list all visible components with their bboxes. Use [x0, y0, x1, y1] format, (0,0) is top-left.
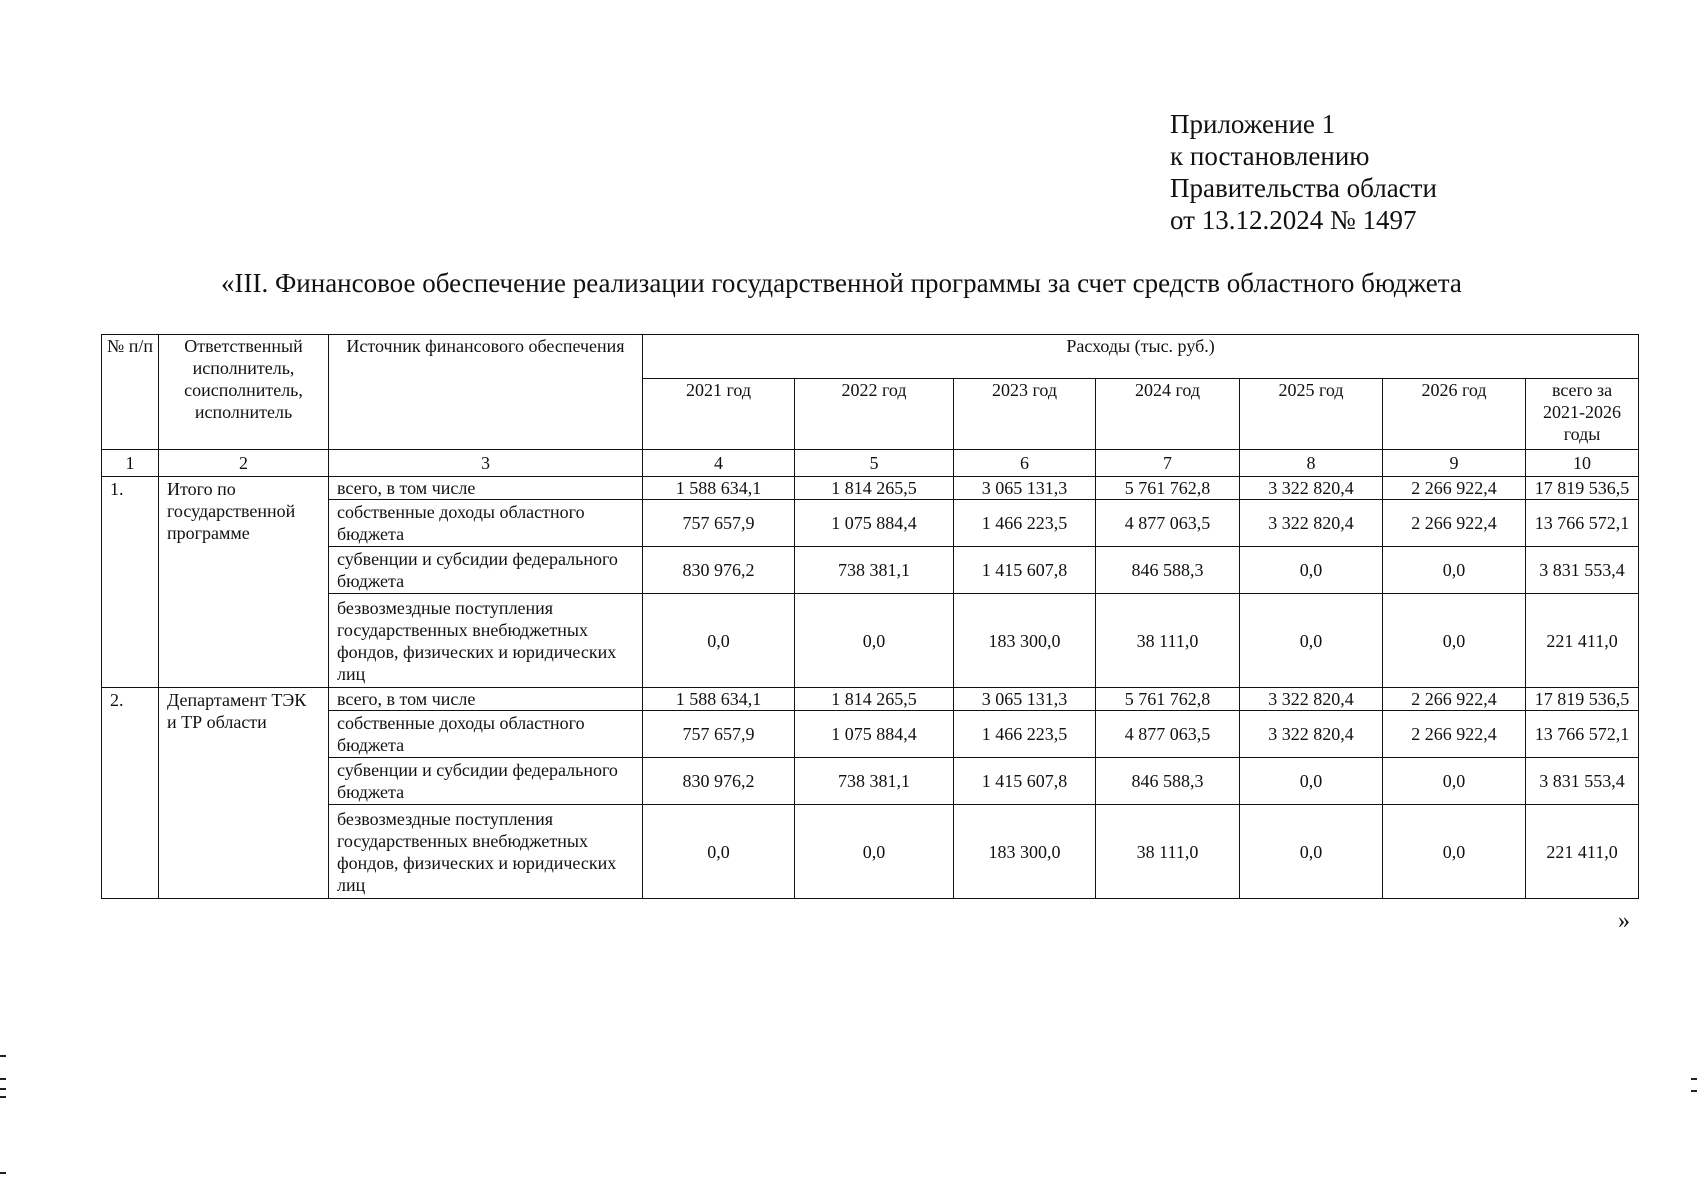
- margin-mark: [0, 1172, 6, 1174]
- value-cell: 2 266 922,4: [1383, 477, 1526, 500]
- value-cell: 846 588,3: [1096, 758, 1240, 805]
- value-cell: 2 266 922,4: [1383, 500, 1526, 547]
- value-cell: 2 266 922,4: [1383, 688, 1526, 711]
- value-cell: 0,0: [795, 594, 954, 688]
- closing-quote: »: [1618, 908, 1630, 934]
- column-number: 3: [329, 450, 643, 477]
- margin-mark: [1691, 1090, 1697, 1092]
- header-expenses: Расходы (тыс. руб.): [643, 335, 1639, 379]
- column-number: 10: [1526, 450, 1639, 477]
- table-row: [102, 500, 1639, 547]
- source-cell: безвозмездные поступления государственных внебюджетных фондов, физических и юридических лиц: [329, 805, 643, 899]
- table-row: [102, 688, 1639, 711]
- value-cell: 846 588,3: [1096, 547, 1240, 594]
- column-number: 9: [1383, 450, 1526, 477]
- value-cell: 830 976,2: [643, 758, 795, 805]
- source-cell: собственные доходы областного бюджета: [329, 711, 643, 758]
- row-number: 2.: [102, 688, 159, 899]
- header-year: 2026 год: [1383, 379, 1526, 450]
- value-cell: 4 877 063,5: [1096, 500, 1240, 547]
- value-cell: 3 831 553,4: [1526, 758, 1639, 805]
- value-cell: 830 976,2: [643, 547, 795, 594]
- source-cell: субвенции и субсидии федерального бюджета: [329, 758, 643, 805]
- source-cell: собственные доходы областного бюджета: [329, 500, 643, 547]
- table-row: [102, 758, 1639, 805]
- value-cell: 0,0: [795, 805, 954, 899]
- section-title: «III. Финансовое обеспечение реализации государственной программы за счет средств областного бюджета: [221, 268, 1462, 298]
- value-cell: 13 766 572,1: [1526, 500, 1639, 547]
- value-cell: 0,0: [1240, 805, 1383, 899]
- column-number: 4: [643, 450, 795, 477]
- value-cell: 221 411,0: [1526, 805, 1639, 899]
- value-cell: 738 381,1: [795, 547, 954, 594]
- header-year: 2023 год: [954, 379, 1096, 450]
- row-number: 1.: [102, 477, 159, 688]
- column-number: 5: [795, 450, 954, 477]
- column-numbers-row: [102, 450, 1639, 477]
- financing-table: [101, 334, 1639, 899]
- appendix-block: [1170, 108, 1437, 236]
- value-cell: 0,0: [1240, 547, 1383, 594]
- header-year: 2024 год: [1096, 379, 1240, 450]
- value-cell: 1 588 634,1: [643, 688, 795, 711]
- value-cell: 38 111,0: [1096, 594, 1240, 688]
- column-number: 1: [102, 450, 159, 477]
- source-cell: всего, в том числе: [329, 477, 643, 500]
- value-cell: 1 075 884,4: [795, 711, 954, 758]
- source-cell: субвенции и субсидии федерального бюджета: [329, 547, 643, 594]
- value-cell: 0,0: [643, 805, 795, 899]
- value-cell: 13 766 572,1: [1526, 711, 1639, 758]
- appendix-line-2: к постановлению: [1170, 141, 1370, 171]
- value-cell: 3 322 820,4: [1240, 477, 1383, 500]
- column-number: 8: [1240, 450, 1383, 477]
- value-cell: 3 065 131,3: [954, 688, 1096, 711]
- value-cell: 757 657,9: [643, 711, 795, 758]
- value-cell: 3 322 820,4: [1240, 688, 1383, 711]
- value-cell: 17 819 536,5: [1526, 688, 1639, 711]
- value-cell: 0,0: [1383, 805, 1526, 899]
- value-cell: 0,0: [1383, 594, 1526, 688]
- margin-mark: [0, 1088, 6, 1090]
- column-number: 6: [954, 450, 1096, 477]
- value-cell: 2 266 922,4: [1383, 711, 1526, 758]
- header-year: всего за 2021-2026 годы: [1526, 379, 1639, 450]
- value-cell: 0,0: [1240, 758, 1383, 805]
- value-cell: 0,0: [643, 594, 795, 688]
- header-executor: Ответственный исполнитель, соисполнитель, исполнитель: [159, 335, 329, 450]
- value-cell: 1 075 884,4: [795, 500, 954, 547]
- value-cell: 1 466 223,5: [954, 500, 1096, 547]
- margin-mark: [0, 1055, 6, 1057]
- value-cell: 3 065 131,3: [954, 477, 1096, 500]
- table-row: [102, 594, 1639, 688]
- table-row: [102, 711, 1639, 758]
- appendix-line-1: Приложение 1: [1170, 109, 1336, 139]
- source-cell: всего, в том числе: [329, 688, 643, 711]
- table-row: [102, 477, 1639, 500]
- column-number: 2: [159, 450, 329, 477]
- header-row-1: [102, 335, 1639, 379]
- value-cell: 3 831 553,4: [1526, 547, 1639, 594]
- margin-mark: [0, 1096, 6, 1098]
- header-year: 2025 год: [1240, 379, 1383, 450]
- appendix-line-3: Правительства области: [1170, 173, 1437, 203]
- value-cell: 17 819 536,5: [1526, 477, 1639, 500]
- value-cell: 1 415 607,8: [954, 758, 1096, 805]
- value-cell: 738 381,1: [795, 758, 954, 805]
- header-source: Источник финансового обеспечения: [329, 335, 643, 450]
- value-cell: 221 411,0: [1526, 594, 1639, 688]
- value-cell: 757 657,9: [643, 500, 795, 547]
- value-cell: 1 466 223,5: [954, 711, 1096, 758]
- value-cell: 0,0: [1240, 594, 1383, 688]
- appendix-line-4: от 13.12.2024 № 1497: [1170, 205, 1417, 235]
- table-row: [102, 547, 1639, 594]
- value-cell: 4 877 063,5: [1096, 711, 1240, 758]
- value-cell: 0,0: [1383, 758, 1526, 805]
- value-cell: 5 761 762,8: [1096, 477, 1240, 500]
- column-number: 7: [1096, 450, 1240, 477]
- value-cell: 3 322 820,4: [1240, 711, 1383, 758]
- value-cell: 3 322 820,4: [1240, 500, 1383, 547]
- margin-mark: [1691, 1078, 1697, 1080]
- source-cell: безвозмездные поступления государственных внебюджетных фондов, физических и юридических лиц: [329, 594, 643, 688]
- value-cell: 1 814 265,5: [795, 688, 954, 711]
- value-cell: 1 415 607,8: [954, 547, 1096, 594]
- value-cell: 38 111,0: [1096, 805, 1240, 899]
- value-cell: 1 814 265,5: [795, 477, 954, 500]
- value-cell: 5 761 762,8: [1096, 688, 1240, 711]
- value-cell: 183 300,0: [954, 594, 1096, 688]
- margin-mark: [0, 1078, 6, 1080]
- value-cell: 1 588 634,1: [643, 477, 795, 500]
- value-cell: 0,0: [1383, 547, 1526, 594]
- value-cell: 183 300,0: [954, 805, 1096, 899]
- executor-cell: Департамент ТЭК и ТР области: [159, 688, 329, 899]
- executor-cell: Итого по государственной программе: [159, 477, 329, 688]
- header-num: № п/п: [102, 335, 159, 450]
- header-year: 2022 год: [795, 379, 954, 450]
- table-row: [102, 805, 1639, 899]
- header-year: 2021 год: [643, 379, 795, 450]
